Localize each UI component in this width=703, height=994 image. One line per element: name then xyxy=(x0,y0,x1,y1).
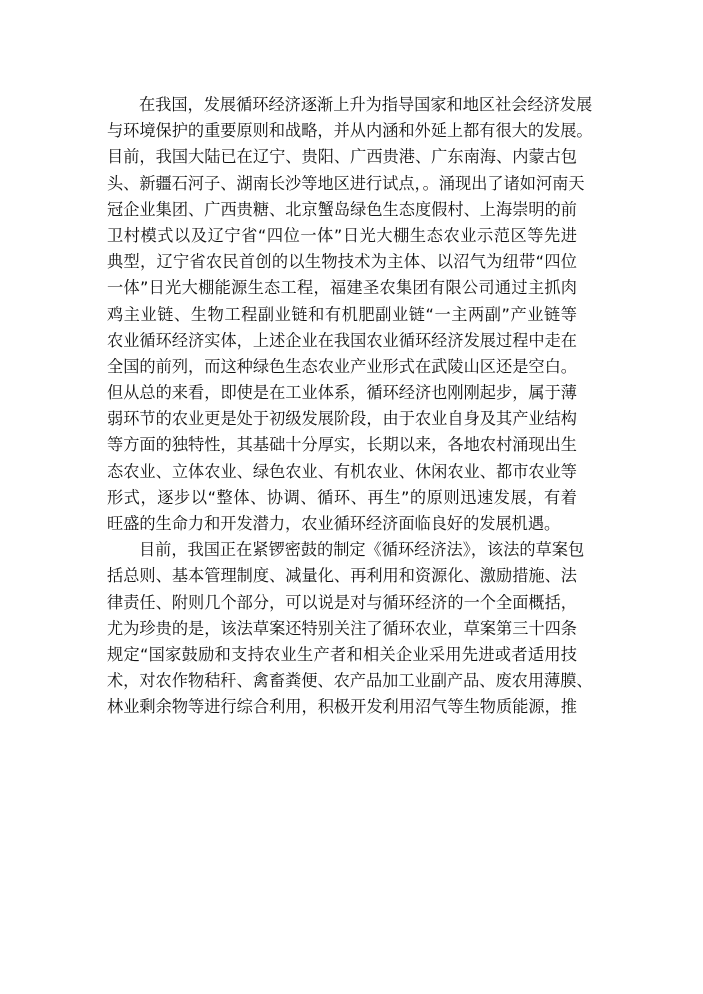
text-line: 典型，辽宁省农民首创的以生物技术为主体、以沼气为纽带“四位 xyxy=(107,252,577,272)
text-line: 术，对农作物秸秆、禽畜粪便、农产品加工业副产品、废农用薄膜、 xyxy=(107,671,593,691)
document-body xyxy=(107,92,593,721)
text-line: 卫村模式以及辽宁省“四位一体”日光大棚生态农业示范区等先进 xyxy=(107,225,577,245)
text-line: 弱环节的农业更是处于初级发展阶段，由于农业自身及其产业结构 xyxy=(107,409,577,429)
text-line: 尤为珍贵的是，该法草案还特别关注了循环农业，草案第三十四条 xyxy=(107,618,577,638)
text-line: 冠企业集团、广西贵糖、北京蟹岛绿色生态度假村、上海崇明的前 xyxy=(107,199,577,219)
text-line: 鸡主业链、生物工程副业链和有机肥副业链“一主两副”产业链等 xyxy=(107,304,577,324)
text-line: 在我国，发展循环经济逐渐上升为指导国家和地区社会经济发展 xyxy=(139,95,593,114)
text-line: 目前，我国大陆已在辽宁、贵阳、广西贵港、广东南海、内蒙古包 xyxy=(107,147,577,167)
text-line: 与环境保护的重要原则和战略，并从内涵和外延上都有很大的发展。 xyxy=(107,121,593,141)
text-line: 全国的前列，而这种绿色生态农业产业形式在武陵山区还是空白。 xyxy=(107,356,577,376)
text-line: 农业循环经济实体，上述企业在我国农业循环经济发展过程中走在 xyxy=(107,330,577,350)
text-line: 目前，我国正在紧锣密鼓的制定《循环经济法》，该法的草案包 xyxy=(139,540,585,560)
text-line: 括总则、基本管理制度、减量化、再利用和资源化、激励措施、法 xyxy=(107,566,577,586)
text-line: 等方面的独特性，其基础十分厚实，长期以来，各地农村涌现出生 xyxy=(107,435,577,455)
paragraph-1 xyxy=(107,92,593,537)
text-line: 态农业、立体农业、绿色农业、有机农业、休闲农业、都市农业等 xyxy=(107,461,577,481)
text-line: 律责任、附则几个部分，可以说是对与循环经济的一个全面概括， xyxy=(107,592,577,612)
paragraph-2 xyxy=(107,537,593,720)
text-line: 形式，逐步以“整体、协调、循环、再生”的原则迅速发展，有着 xyxy=(107,487,577,507)
text-line: 头、新疆石河子、湖南长沙等地区进行试点，。涌现出了诸如河南天 xyxy=(107,173,585,193)
text-line: 规定“国家鼓励和支持农业生产者和相关企业采用先进或者适用技 xyxy=(107,644,577,664)
text-line: 一体”日光大棚能源生态工程，福建圣农集团有限公司通过主抓肉 xyxy=(107,278,577,298)
text-line: 旺盛的生命力和开发潜力，农业循环经济面临良好的发展机遇。 xyxy=(107,514,561,533)
text-line: 林业剩余物等进行综合利用，积极开发利用沼气等生物质能源，推 xyxy=(107,697,577,717)
text-line: 但从总的来看，即使是在工业体系，循环经济也刚刚起步，属于薄 xyxy=(107,383,577,403)
